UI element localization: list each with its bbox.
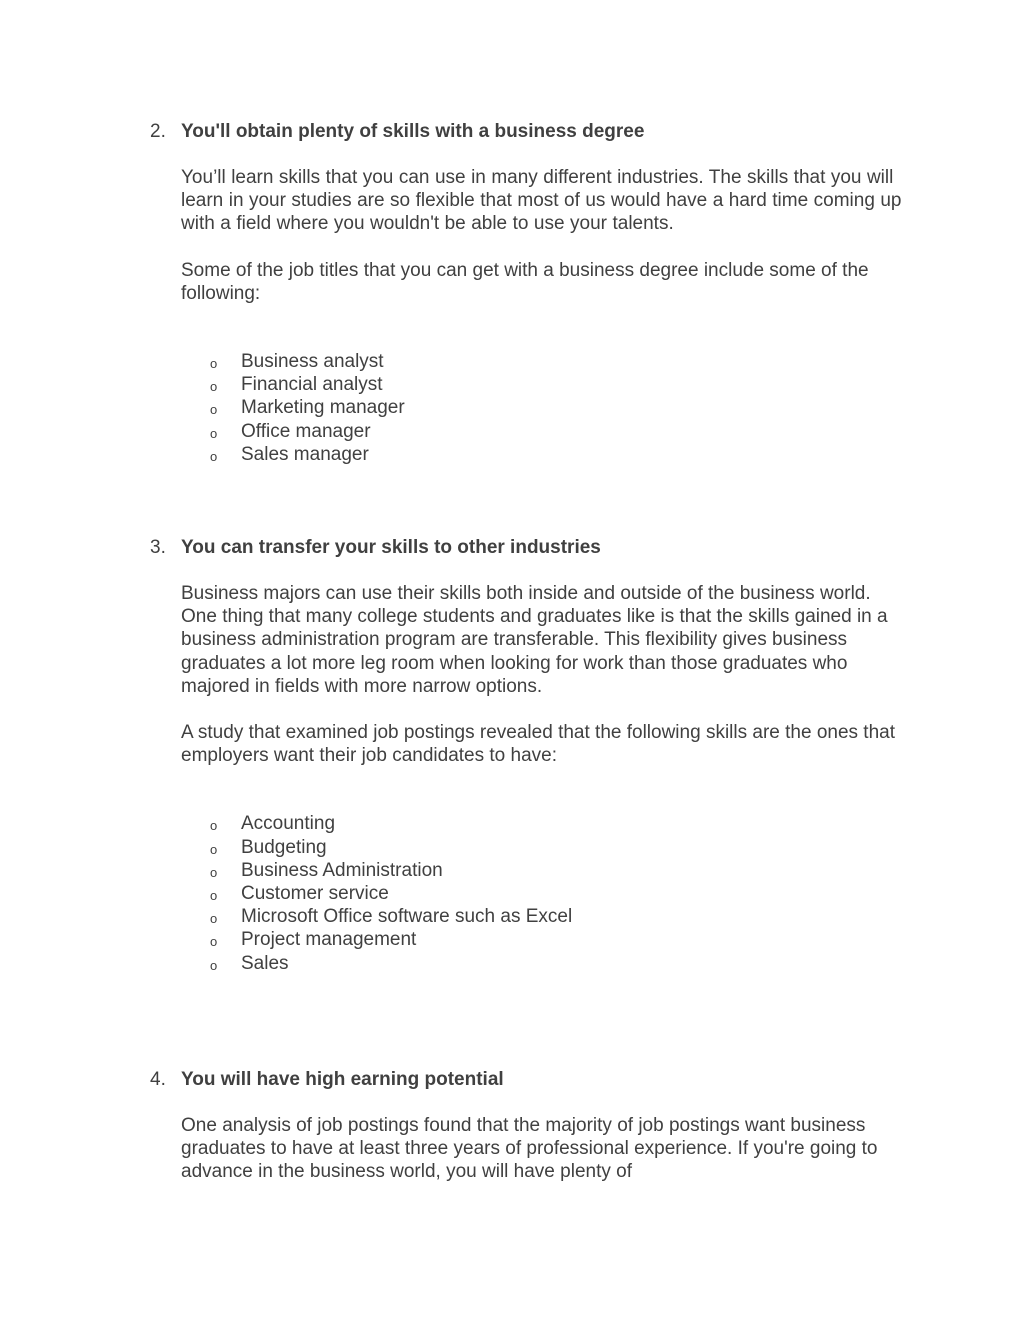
- paragraph: You’ll learn skills that you can use in many different industries. The skills that you will learn in your studies are so flexible that most of us would have a hard time coming up with a field where you wouldn't be able to use your talents.: [181, 167, 902, 235]
- bullet-icon: o: [210, 425, 218, 441]
- list-item: o Business Administration: [210, 859, 910, 882]
- list-item: o Customer service: [210, 882, 910, 905]
- section-number: 2.: [150, 121, 166, 142]
- section-number: 3.: [150, 537, 166, 558]
- paragraph: A study that examined job postings revealed that the following skills are the ones that employers want their job candidates to have:: [181, 722, 895, 767]
- section-4: [150, 1068, 910, 1184]
- list-item: o Accounting: [210, 812, 910, 835]
- section-heading: You will have high earning potential: [181, 1069, 504, 1090]
- skills-list: [210, 812, 910, 974]
- bullet-icon: o: [210, 818, 218, 834]
- list-item: o Office manager: [210, 420, 910, 443]
- list-item: o Business analyst: [210, 350, 910, 373]
- list-item: o Budgeting: [210, 836, 910, 859]
- bullet-icon: o: [210, 356, 218, 372]
- list-item: o Sales manager: [210, 443, 910, 466]
- paragraph: Business majors can use their skills both inside and outside of the business world. One thing that many college students and graduates like is that the skills gained in a business administration program are transferable. This flexibility gives business graduates a lot more leg room when looking for work than those graduates who majored in fields with more narrow options.: [181, 583, 888, 697]
- list-item: o Marketing manager: [210, 396, 910, 419]
- section-heading: You'll obtain plenty of skills with a business degree: [181, 121, 645, 142]
- bullet-icon: o: [210, 934, 218, 950]
- section-number: 4.: [150, 1069, 166, 1090]
- section-heading-row: [150, 536, 910, 560]
- bullet-icon: o: [210, 957, 218, 973]
- section-heading: You can transfer your skills to other industries: [181, 537, 601, 558]
- bullet-icon: o: [210, 448, 218, 464]
- bullet-icon: o: [210, 864, 218, 880]
- section-heading-row: [150, 1068, 910, 1092]
- bullet-icon: o: [210, 402, 218, 418]
- job-titles-list: [210, 350, 910, 466]
- section-2: [150, 120, 910, 466]
- paragraph: One analysis of job postings found that the majority of job postings want business graduates to have at least three years of professional experience. If you're going to advance in the business world, you will have plenty of: [181, 1115, 878, 1183]
- list-item: o Project management: [210, 928, 910, 951]
- bullet-icon: o: [210, 911, 218, 927]
- list-item: o Microsoft Office software such as Excel: [210, 905, 910, 928]
- section-heading-row: [150, 120, 910, 144]
- list-item: o Sales: [210, 952, 910, 975]
- bullet-icon: o: [210, 841, 218, 857]
- paragraph: Some of the job titles that you can get with a business degree include some of the following:: [181, 259, 869, 304]
- section-3: [150, 536, 910, 975]
- list-item: o Financial analyst: [210, 373, 910, 396]
- bullet-icon: o: [210, 379, 218, 395]
- bullet-icon: o: [210, 887, 218, 903]
